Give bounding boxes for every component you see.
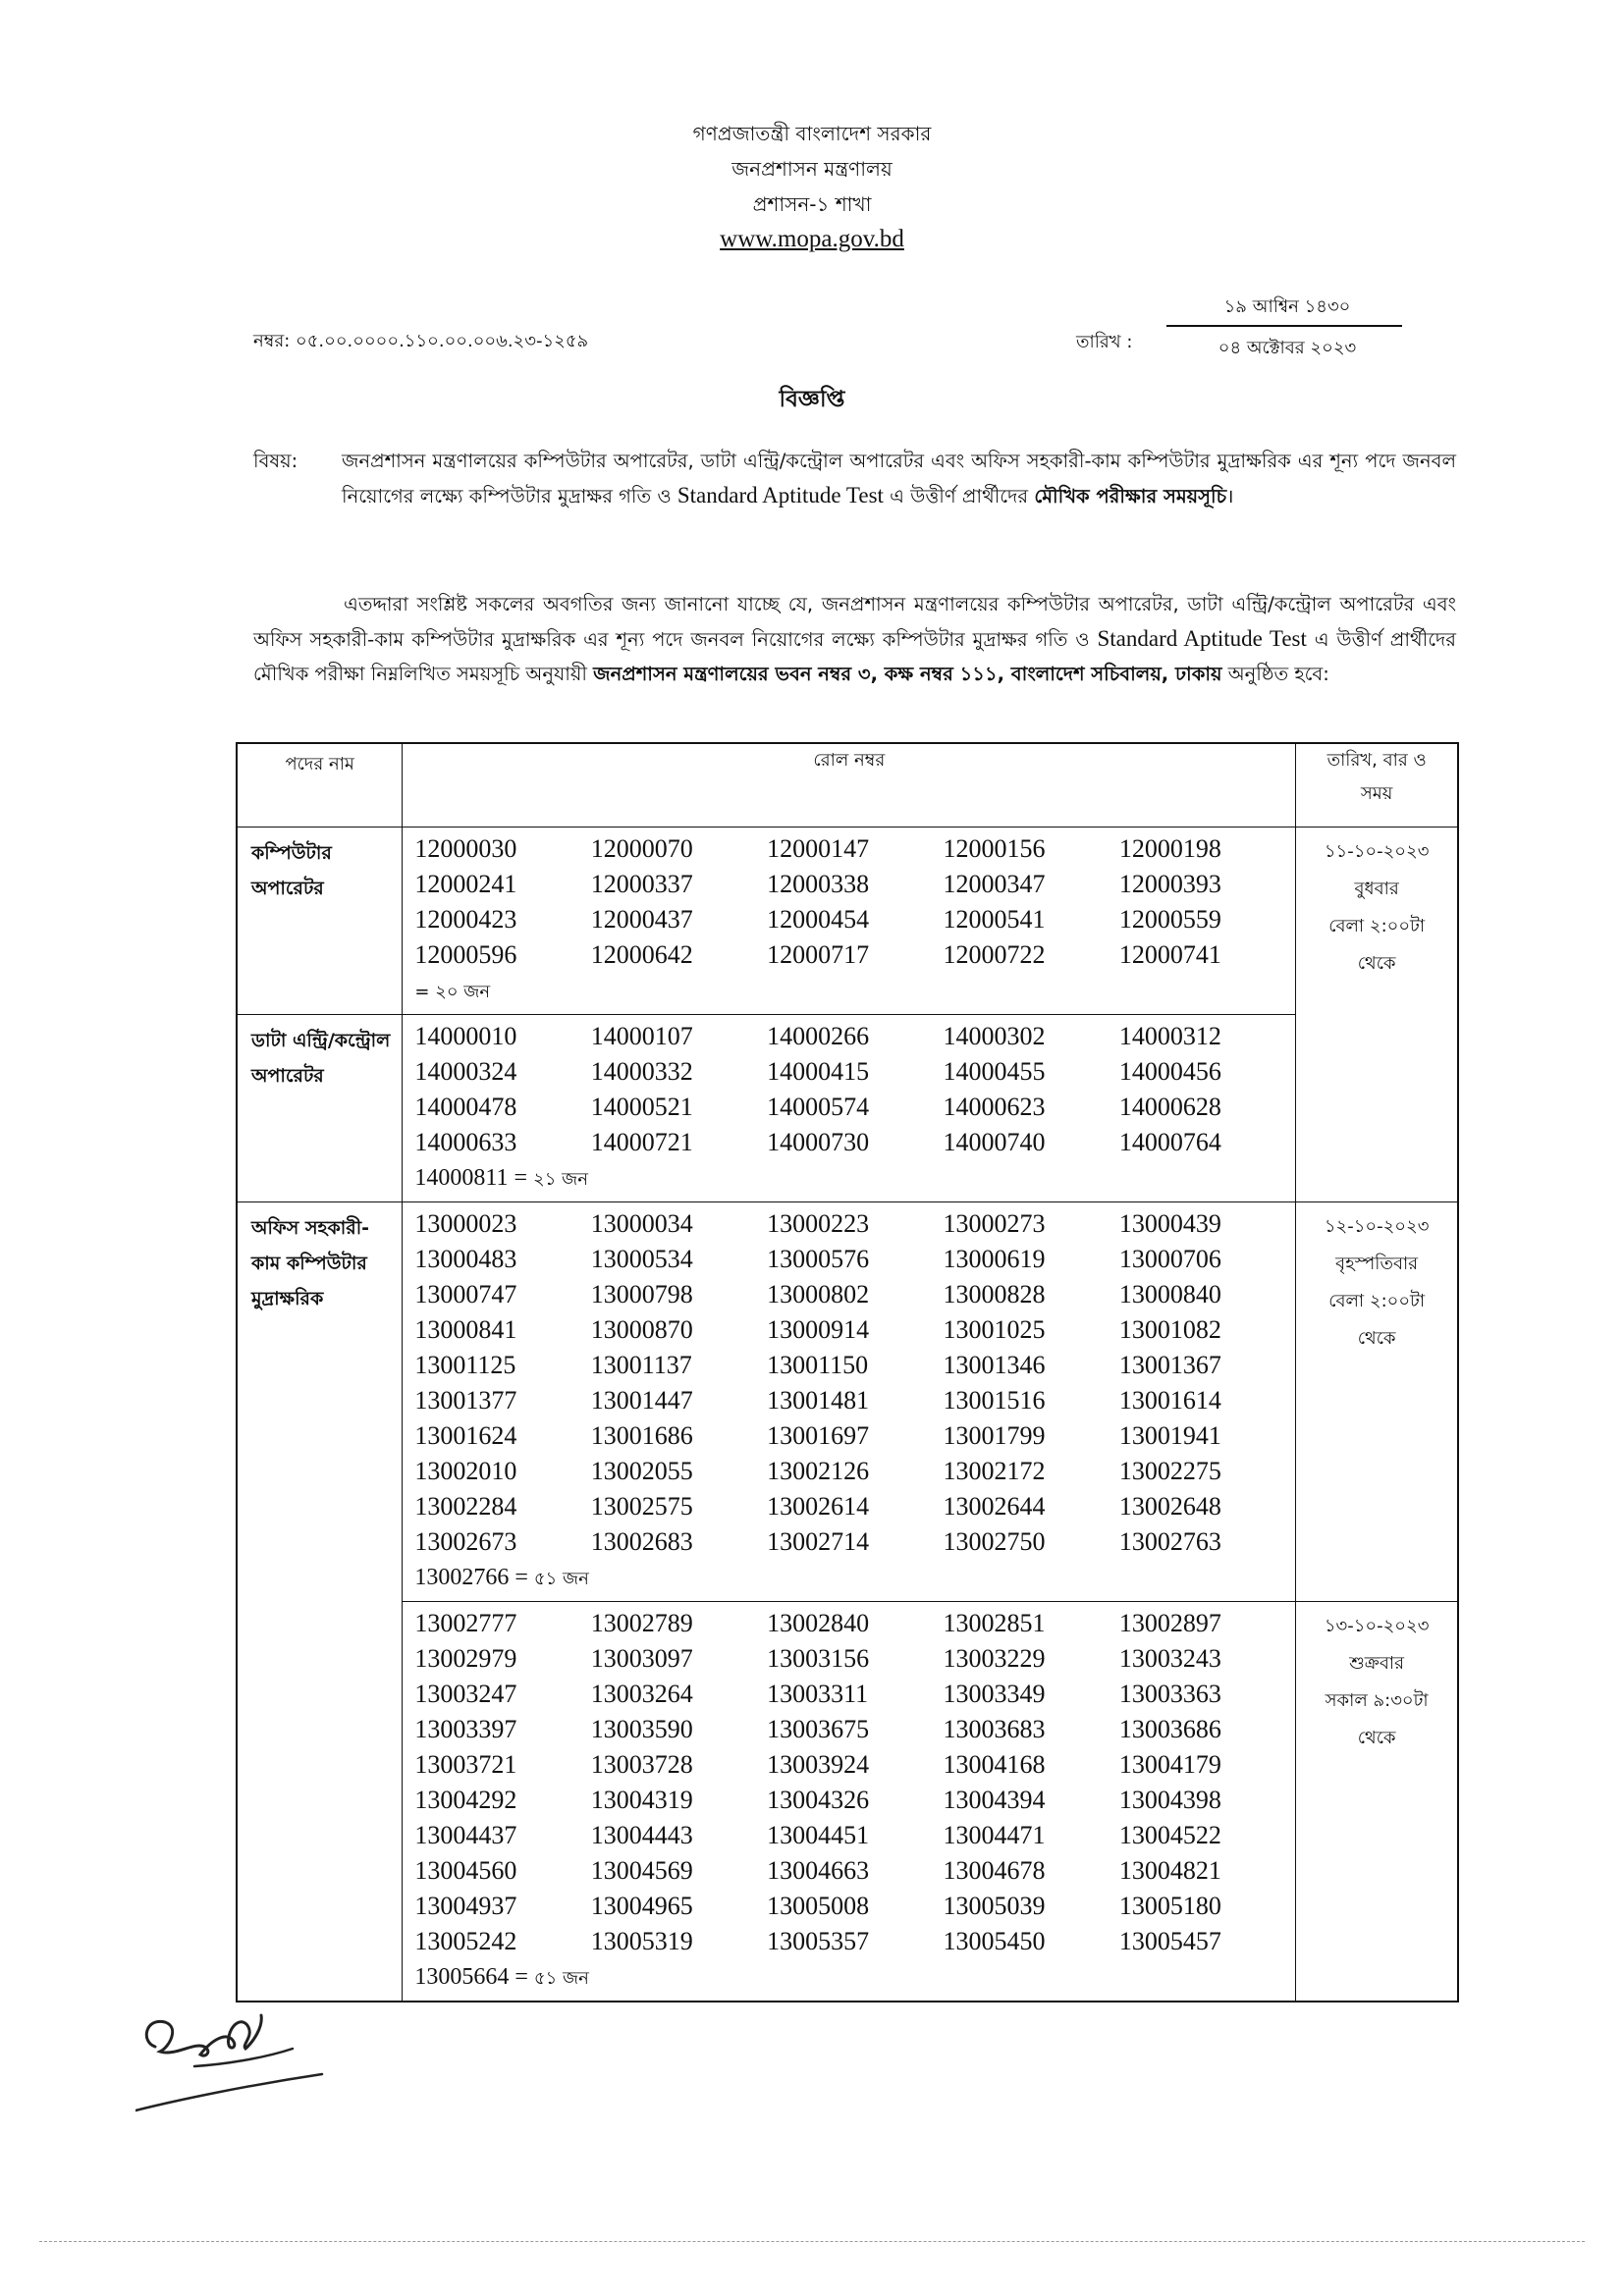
roll-number: 14000721 xyxy=(590,1128,693,1156)
roll-number: 13004168 xyxy=(943,1750,1046,1779)
subject-latin: Standard Aptitude Test xyxy=(677,483,884,507)
roll-number: 13005319 xyxy=(590,1927,693,1955)
roll-number: 13004678 xyxy=(943,1856,1046,1885)
roll-number: 13003247 xyxy=(414,1680,517,1708)
signature-image xyxy=(135,1988,332,2115)
roll-number: 13005180 xyxy=(1118,1892,1221,1920)
roll-number: 13000828 xyxy=(943,1280,1046,1308)
roll-number: 13002055 xyxy=(590,1457,693,1485)
exam-from: থেকে xyxy=(1357,1728,1396,1748)
roll-number: 14000740 xyxy=(943,1128,1046,1156)
roll-number: 13002644 xyxy=(943,1492,1046,1521)
table-row xyxy=(237,1202,1458,1602)
date-bangla: ১৯ আশ্বিন ১৪৩০ xyxy=(1223,296,1351,317)
roll-number: 13003311 xyxy=(767,1680,869,1708)
roll-number: 13004560 xyxy=(414,1856,517,1885)
roll-number: 13002750 xyxy=(943,1527,1046,1556)
roll-number: 13003243 xyxy=(1118,1644,1221,1673)
subject-block xyxy=(253,444,1456,513)
roll-number: 14000455 xyxy=(943,1057,1046,1086)
roll-number: 13004398 xyxy=(1118,1786,1221,1814)
row-total xyxy=(403,1560,1295,1597)
roll-number: 13003264 xyxy=(590,1680,693,1708)
roll-number: 12000338 xyxy=(767,870,870,898)
roll-grid xyxy=(403,1206,1295,1560)
roll-number: 12000156 xyxy=(943,834,1046,863)
roll-number: 14000415 xyxy=(767,1057,870,1086)
exam-from: থেকে xyxy=(1357,953,1396,974)
roll-number: 13003683 xyxy=(943,1715,1046,1743)
exam-time: বেলা ২:০০টা xyxy=(1328,916,1426,936)
roll-number: 12000393 xyxy=(1118,870,1221,898)
roll-number: 12000541 xyxy=(943,905,1046,934)
schedule-cell xyxy=(1296,1602,1458,2002)
roll-number: 13002763 xyxy=(1118,1527,1221,1556)
roll-cell xyxy=(403,828,1296,1015)
roll-number: 13005457 xyxy=(1118,1927,1221,1955)
notice-title: বিজ্ঞপ্তি xyxy=(779,387,845,412)
roll-number: 13004319 xyxy=(590,1786,693,1814)
subject-part1: জনপ্রশাসন মন্ত্রণালয়ের কম্পিউটার অপারেটর, ডাটা এন্ট্রি/কন্ট্রোল অপারেটর এবং অফিস সহকারী-কাম কম্পিউটার মুদ্রাক্ষরিক এর শূন্য পদে জনবল নিয়োগের লক্ষ্যে কম্পিউটার মুদ্রাক্ষর গতি ও xyxy=(342,450,1456,507)
ministry-name: জনপ্রশাসন মন্ত্রণালয় xyxy=(731,157,893,181)
roll-number: 13002284 xyxy=(414,1492,517,1521)
roll-number: 13002614 xyxy=(767,1492,870,1521)
subject-end: । xyxy=(1226,485,1234,507)
candidate-count: ২১ জন xyxy=(533,1169,588,1190)
body-paragraph xyxy=(253,587,1456,691)
roll-number: 13001377 xyxy=(414,1386,517,1415)
schedule-cell xyxy=(1296,828,1458,1202)
roll-number: 12000642 xyxy=(590,940,693,969)
schedule-table xyxy=(236,742,1459,2002)
exam-day: বৃহস্পতিবার xyxy=(1335,1254,1419,1274)
roll-number: 13000023 xyxy=(414,1209,517,1238)
roll-number: 13004326 xyxy=(767,1786,870,1814)
body-latin: Standard Aptitude Test xyxy=(1097,626,1307,651)
exam-time: বেলা ২:০০টা xyxy=(1328,1291,1426,1311)
roll-number: 13000747 xyxy=(414,1280,517,1308)
govt-name: গণপ্রজাতন্ত্রী বাংলাদেশ সরকার xyxy=(692,122,932,145)
roll-number: 13001150 xyxy=(767,1351,869,1379)
exam-date: ১৩-১০-২০২৩ xyxy=(1324,1616,1430,1636)
roll-number: 12000722 xyxy=(943,940,1046,969)
roll-number: 13001367 xyxy=(1118,1351,1221,1379)
table-row xyxy=(237,1602,1458,2002)
row-total xyxy=(403,973,1295,1010)
roll-number: 13005450 xyxy=(943,1927,1046,1955)
post-name: কম্পিউটার অপারেটর xyxy=(237,828,403,1015)
roll-number: 13003728 xyxy=(590,1750,693,1779)
subject-part2: এ উত্তীর্ণ প্রার্থীদের xyxy=(890,485,1029,507)
roll-grid xyxy=(403,1606,1295,1959)
roll-number: 13000619 xyxy=(943,1245,1046,1273)
roll-number: 13001481 xyxy=(767,1386,870,1415)
roll-number: 13001125 xyxy=(414,1351,516,1379)
candidate-count: ৫১ জন xyxy=(533,1569,589,1589)
roll-number: 14000332 xyxy=(590,1057,693,1086)
roll-number: 12000717 xyxy=(767,940,870,969)
roll-number: 12000596 xyxy=(414,940,517,969)
exam-day: বুধবার xyxy=(1354,879,1399,899)
schedule-cell xyxy=(1296,1202,1458,1602)
roll-number: 13004663 xyxy=(767,1856,870,1885)
roll-number: 13002275 xyxy=(1118,1457,1221,1485)
date-gregorian: ০৪ অক্টোবর ২০২৩ xyxy=(1218,338,1357,358)
roll-number: 13000870 xyxy=(590,1315,693,1344)
roll-number: 13003686 xyxy=(1118,1715,1221,1743)
website-link[interactable]: www.mopa.gov.bd xyxy=(720,226,904,252)
table-header-row xyxy=(237,743,1458,828)
roll-number: 13000223 xyxy=(767,1209,870,1238)
roll-number: 13002172 xyxy=(943,1457,1046,1485)
date-block xyxy=(1076,293,1400,371)
exam-date: ১২-১০-২০২৩ xyxy=(1324,1216,1430,1237)
roll-number: 13003924 xyxy=(767,1750,870,1779)
roll-number: 13004821 xyxy=(1118,1856,1221,1885)
roll-number: 13001447 xyxy=(590,1386,693,1415)
table-row xyxy=(237,1015,1458,1202)
roll-number: 12000147 xyxy=(767,834,870,863)
letterhead xyxy=(0,116,1624,257)
roll-cell xyxy=(403,1202,1296,1602)
roll-number: 13001686 xyxy=(590,1421,693,1450)
roll-number: 14000628 xyxy=(1118,1093,1221,1121)
exam-date: ১১-১০-২০২৩ xyxy=(1324,841,1430,862)
roll-number: 12000454 xyxy=(767,905,870,934)
roll-number: 13000273 xyxy=(943,1209,1046,1238)
roll-number: 13002126 xyxy=(767,1457,870,1485)
roll-number: 14000478 xyxy=(414,1093,517,1121)
post-name: ডাটা এন্ট্রি/কন্ট্রোল অপারেটর xyxy=(237,1015,403,1202)
roll-number: 13003721 xyxy=(414,1750,517,1779)
roll-number: 13000576 xyxy=(767,1245,870,1273)
roll-number: 13000034 xyxy=(590,1209,693,1238)
roll-number: 13002979 xyxy=(414,1644,517,1673)
header-when: তারিখ, বার ও সময় xyxy=(1296,743,1458,828)
subject-text xyxy=(342,444,1456,513)
roll-cell xyxy=(403,1015,1296,1202)
roll-number: 13002714 xyxy=(767,1527,870,1556)
roll-number: 13003397 xyxy=(414,1715,517,1743)
roll-cell xyxy=(403,1602,1296,2002)
roll-number: 13004437 xyxy=(414,1821,517,1849)
roll-number: 13001614 xyxy=(1118,1386,1221,1415)
roll-number: 12000030 xyxy=(414,834,517,863)
roll-number: 12000070 xyxy=(590,834,693,863)
roll-number: 13001025 xyxy=(943,1315,1046,1344)
roll-number: 13001137 xyxy=(590,1351,692,1379)
roll-number: 13004179 xyxy=(1118,1750,1221,1779)
roll-number: 13004451 xyxy=(767,1821,870,1849)
table-row xyxy=(237,828,1458,1015)
candidate-count: ৫১ জন xyxy=(533,1968,589,1989)
roll-number: 12000437 xyxy=(590,905,693,934)
roll-number: 12000559 xyxy=(1118,905,1221,934)
exam-time: সকাল ৯:৩০টা xyxy=(1325,1690,1429,1711)
roll-number: 14000312 xyxy=(1118,1022,1221,1050)
roll-number: 13000439 xyxy=(1118,1209,1221,1238)
roll-number: 13005008 xyxy=(767,1892,870,1920)
roll-number: 14000574 xyxy=(767,1093,870,1121)
roll-number: 12000423 xyxy=(414,905,517,934)
roll-number: 13002851 xyxy=(943,1609,1046,1637)
roll-number: 12000241 xyxy=(414,870,517,898)
last-roll: 13005664 = xyxy=(414,1964,528,1990)
date-divider xyxy=(1166,325,1402,327)
roll-number: 13004292 xyxy=(414,1786,517,1814)
roll-number: 14000521 xyxy=(590,1093,693,1121)
roll-grid xyxy=(403,831,1295,973)
date-label: তারিখ : xyxy=(1076,332,1133,352)
roll-number: 13003590 xyxy=(590,1715,693,1743)
exam-day: শুক্রবার xyxy=(1349,1653,1404,1674)
roll-number: 13004522 xyxy=(1118,1821,1221,1849)
roll-number: 13000914 xyxy=(767,1315,870,1344)
roll-number: 14000302 xyxy=(943,1022,1046,1050)
roll-number: 14000764 xyxy=(1118,1128,1221,1156)
roll-number: 13003229 xyxy=(943,1644,1046,1673)
page-bottom-line xyxy=(39,2241,1585,2242)
subject-label: বিষয়: xyxy=(253,450,298,472)
roll-number: 14000456 xyxy=(1118,1057,1221,1086)
roll-number: 13002673 xyxy=(414,1527,517,1556)
roll-number: 12000347 xyxy=(943,870,1046,898)
header-roll: রোল নম্বর xyxy=(403,743,1296,828)
header-post: পদের নাম xyxy=(237,743,403,828)
roll-number: 13001082 xyxy=(1118,1315,1221,1344)
roll-number: 13000802 xyxy=(767,1280,870,1308)
roll-number: 13004443 xyxy=(590,1821,693,1849)
roll-number: 13004965 xyxy=(590,1892,693,1920)
roll-number: 13005357 xyxy=(767,1927,870,1955)
body-bold: জনপ্রশাসন মন্ত্রণালয়ের ভবন নম্বর ৩, কক্ষ নম্বর ১১১, বাংলাদেশ সচিবালয়, ঢাকায় xyxy=(593,663,1222,685)
roll-number: 13000798 xyxy=(590,1280,693,1308)
roll-number: 13005039 xyxy=(943,1892,1046,1920)
roll-number: 12000741 xyxy=(1118,940,1221,969)
roll-number: 13000534 xyxy=(590,1245,693,1273)
roll-number: 13002789 xyxy=(590,1609,693,1637)
roll-number: 13002575 xyxy=(590,1492,693,1521)
exam-from: থেকে xyxy=(1357,1328,1396,1349)
roll-number: 13003156 xyxy=(767,1644,870,1673)
roll-number: 14000107 xyxy=(590,1022,693,1050)
roll-number: 13003097 xyxy=(590,1644,693,1673)
roll-number: 13002777 xyxy=(414,1609,517,1637)
roll-number: 13001346 xyxy=(943,1351,1046,1379)
roll-number: 13000483 xyxy=(414,1245,517,1273)
body-end: অনুষ্ঠিত হবে: xyxy=(1227,663,1329,685)
roll-number: 13001941 xyxy=(1118,1421,1221,1450)
last-roll: 13002766 = xyxy=(414,1565,528,1590)
roll-grid xyxy=(403,1019,1295,1160)
roll-number: 13000840 xyxy=(1118,1280,1221,1308)
row-total xyxy=(403,1160,1295,1198)
roll-number: 13004471 xyxy=(943,1821,1046,1849)
roll-number: 13000706 xyxy=(1118,1245,1221,1273)
last-roll: 14000811 = xyxy=(414,1165,528,1191)
roll-number: 13003675 xyxy=(767,1715,870,1743)
roll-number: 13002897 xyxy=(1118,1609,1221,1637)
roll-number: 12000337 xyxy=(590,870,693,898)
roll-number: 13003363 xyxy=(1118,1680,1221,1708)
memo-number: নম্বর: ০৫.০০.০০০০.১১০.০০.০০৬.২৩-১২৫৯ xyxy=(253,331,589,351)
roll-number: 13000841 xyxy=(414,1315,517,1344)
roll-number: 13001624 xyxy=(414,1421,517,1450)
roll-number: 13004394 xyxy=(943,1786,1046,1814)
roll-number: 14000010 xyxy=(414,1022,517,1050)
roll-number: 13002648 xyxy=(1118,1492,1221,1521)
roll-number: 13002683 xyxy=(590,1527,693,1556)
roll-number: 13004569 xyxy=(590,1856,693,1885)
candidate-count: = ২০ জন xyxy=(414,982,491,1002)
row-total xyxy=(403,1959,1295,1997)
roll-number: 13003349 xyxy=(943,1680,1046,1708)
roll-number: 14000633 xyxy=(414,1128,517,1156)
body-part1: এতদ্দারা সংশ্লিষ্ট সকলের অবগতির জন্য জানানো যাচ্ছে যে, জনপ্রশাসন মন্ত্রণালয়ের কম্পিউটার অপারেটর, ডাটা এন্ট্রি/কন্ট্রোল অপারেটর এবং অফিস সহকারী-কাম কম্পিউটার মুদ্রাক্ষরিক এর শূন্য পদে জনবল নিয়োগের লক্ষ্যে কম্পিউটার মুদ্রাক্ষর গতি ও xyxy=(253,593,1456,651)
roll-number: 13001516 xyxy=(943,1386,1046,1415)
subject-bold: মৌখিক পরীক্ষার সময়সূচি xyxy=(1034,485,1227,507)
roll-number: 14000266 xyxy=(767,1022,870,1050)
roll-number: 13002010 xyxy=(414,1457,517,1485)
roll-number: 13001697 xyxy=(767,1421,870,1450)
roll-number: 13002840 xyxy=(767,1609,870,1637)
roll-number: 14000730 xyxy=(767,1128,870,1156)
post-name: অফিস সহকারী-কাম কম্পিউটার মুদ্রাক্ষরিক xyxy=(237,1202,403,2002)
roll-number: 13004937 xyxy=(414,1892,517,1920)
body-part2: এ উত্তীর্ণ প্রার্থীদের মৌখিক পরীক্ষা নিম্নলিখিত সময়সূচি অনুযায়ী xyxy=(253,628,1457,685)
roll-number: 13005242 xyxy=(414,1927,517,1955)
branch-name: প্রশাসন-১ শাখা xyxy=(752,192,872,216)
roll-number: 14000623 xyxy=(943,1093,1046,1121)
roll-number: 12000198 xyxy=(1118,834,1221,863)
roll-number: 14000324 xyxy=(414,1057,517,1086)
roll-number: 13001799 xyxy=(943,1421,1046,1450)
